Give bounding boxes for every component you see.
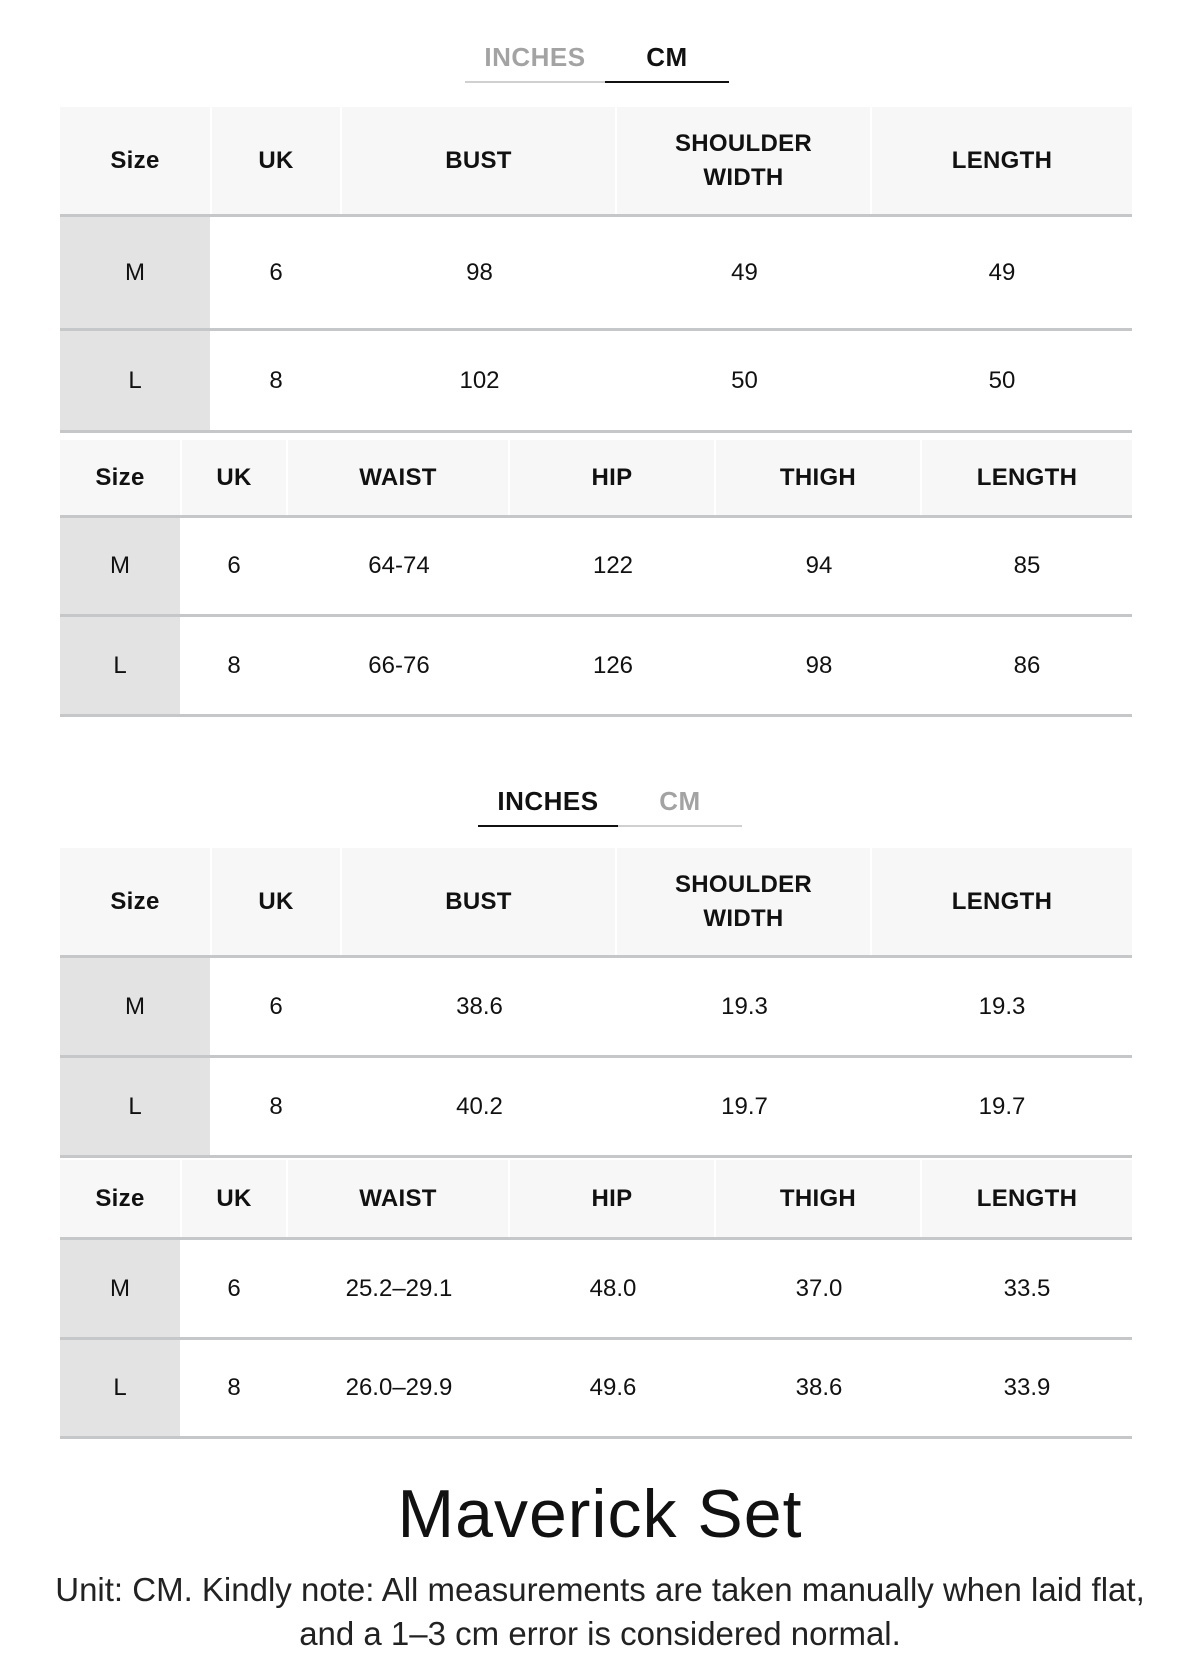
header-hip: HIP xyxy=(510,1160,716,1237)
length-cell: 85 xyxy=(1013,552,1041,579)
table-row xyxy=(60,217,1132,331)
waist-cell: 25.2–29.1 xyxy=(345,1274,453,1302)
waist-cell: 64-74 xyxy=(368,552,430,579)
table-header-row xyxy=(60,848,1132,958)
size-cell: L xyxy=(60,617,180,714)
table-row xyxy=(60,518,1132,617)
hip-cell: 49.6 xyxy=(589,1374,637,1401)
table-row xyxy=(60,958,1132,1058)
header-size: Size xyxy=(60,848,212,955)
header-thigh: THIGH xyxy=(716,1160,922,1237)
bust-cell: 38.6 xyxy=(456,992,503,1020)
table-row xyxy=(60,331,1132,433)
header-length: LENGTH xyxy=(976,463,1078,491)
waist-cell: 66-76 xyxy=(368,651,430,679)
tab-inches[interactable]: INCHES xyxy=(465,31,605,83)
length-cell: 19.7 xyxy=(978,1092,1026,1120)
table-row xyxy=(60,1058,1132,1158)
hip-cell: 122 xyxy=(592,552,634,579)
uk-cell: 8 xyxy=(227,1374,241,1401)
bust-cell: 98 xyxy=(466,258,493,286)
unit-tabs-bottom xyxy=(478,775,742,827)
header-length: LENGTH xyxy=(951,146,1053,174)
product-title: Maverick Set xyxy=(397,1476,803,1552)
size-cell: M xyxy=(60,958,210,1055)
header-uk: UK xyxy=(212,848,342,955)
size-cell: M xyxy=(60,518,180,614)
header-waist: WAIST xyxy=(288,440,510,515)
header-hip: HIP xyxy=(510,440,716,515)
table-row xyxy=(60,1240,1132,1340)
thigh-cell: 98 xyxy=(805,651,833,679)
uk-cell: 8 xyxy=(269,1092,283,1120)
uk-cell: 6 xyxy=(269,992,283,1020)
header-uk: UK xyxy=(182,1160,288,1237)
header-shoulder-width: SHOULDER WIDTH xyxy=(617,848,872,955)
length-cell: 86 xyxy=(1013,651,1041,679)
shoulder-cell: 49 xyxy=(731,258,758,286)
thigh-cell: 37.0 xyxy=(795,1274,843,1302)
thigh-cell: 38.6 xyxy=(795,1374,843,1401)
length-cell: 33.5 xyxy=(1003,1274,1051,1302)
header-size: Size xyxy=(60,107,212,214)
header-uk: UK xyxy=(182,440,288,515)
size-cell: M xyxy=(60,217,210,328)
shoulder-cell: 19.7 xyxy=(721,1092,768,1120)
table-row xyxy=(60,1340,1132,1439)
uk-cell: 6 xyxy=(227,552,241,579)
length-cell: 49 xyxy=(988,258,1016,286)
table-header-row xyxy=(60,1160,1132,1240)
hip-cell: 126 xyxy=(592,651,634,679)
header-size: Size xyxy=(60,440,182,515)
bust-cell: 102 xyxy=(459,366,500,394)
waist-cell: 26.0–29.9 xyxy=(345,1374,453,1401)
thigh-cell: 94 xyxy=(805,552,833,579)
size-cell: L xyxy=(60,1058,210,1155)
tab-inches[interactable]: INCHES xyxy=(478,775,618,827)
shoulder-cell: 50 xyxy=(731,366,758,394)
table-header-row xyxy=(60,440,1132,518)
hip-cell: 48.0 xyxy=(589,1274,637,1302)
unit-tabs-top xyxy=(465,31,729,83)
cm-top-table xyxy=(60,107,1132,433)
header-bust: BUST xyxy=(342,107,617,214)
uk-cell: 6 xyxy=(269,258,283,286)
header-size: Size xyxy=(60,1160,182,1237)
inches-top-table xyxy=(60,848,1132,1158)
shoulder-cell: 19.3 xyxy=(721,992,768,1020)
bust-cell: 40.2 xyxy=(456,1092,503,1120)
size-cell: L xyxy=(60,1340,180,1436)
size-cell: M xyxy=(60,1240,180,1337)
cm-bottom-table xyxy=(60,440,1132,717)
header-shoulder-width: SHOULDER WIDTH xyxy=(617,107,872,214)
inches-bottom-table xyxy=(60,1160,1132,1439)
header-thigh: THIGH xyxy=(716,440,922,515)
table-row xyxy=(60,617,1132,717)
uk-cell: 8 xyxy=(269,366,283,394)
header-length: LENGTH xyxy=(976,1184,1078,1212)
tab-cm[interactable]: CM xyxy=(618,775,742,827)
length-cell: 33.9 xyxy=(1003,1374,1051,1401)
uk-cell: 8 xyxy=(227,651,241,679)
header-bust: BUST xyxy=(342,848,617,955)
length-cell: 19.3 xyxy=(978,992,1026,1020)
measurement-note: Unit: CM. Kindly note: All measurements are taken manually when laid flat, and a 1–3 cm error is considered normal. xyxy=(55,1571,1145,1652)
size-cell: L xyxy=(60,331,210,430)
length-cell: 50 xyxy=(988,366,1016,394)
header-waist: WAIST xyxy=(288,1160,510,1237)
header-length: LENGTH xyxy=(951,887,1053,915)
uk-cell: 6 xyxy=(227,1274,241,1302)
table-header-row xyxy=(60,107,1132,217)
header-uk: UK xyxy=(212,107,342,214)
tab-cm[interactable]: CM xyxy=(605,31,729,83)
